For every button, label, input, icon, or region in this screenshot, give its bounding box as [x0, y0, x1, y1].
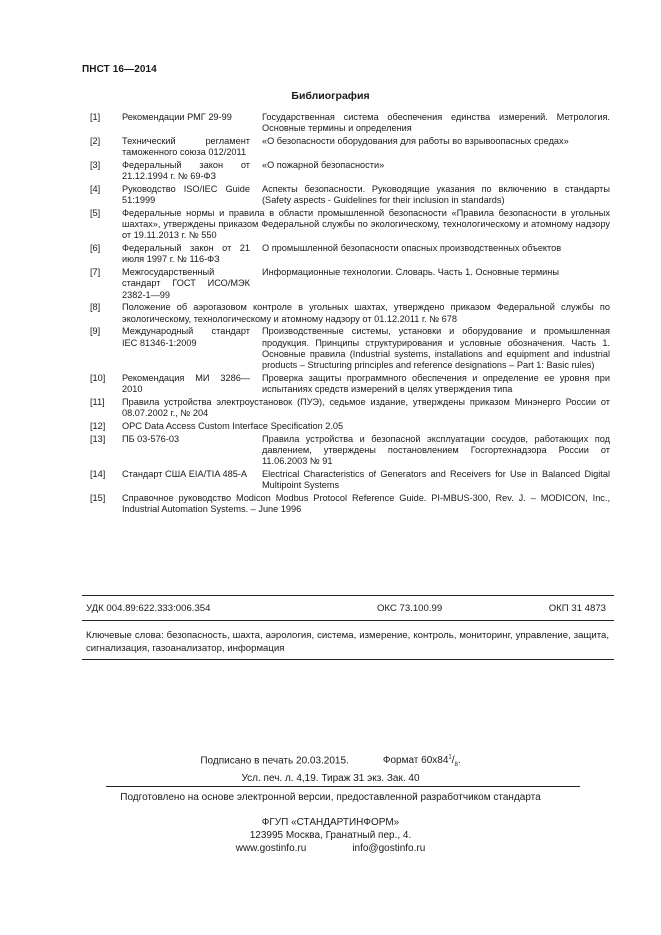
entry-number: [4] — [90, 184, 101, 194]
entry-number: [13] — [90, 433, 106, 444]
entry-text: OPC Data Access Custom Interface Specification 2.05 — [122, 420, 344, 431]
entry-number: [11] — [90, 396, 105, 407]
oks-code: ОКС 73.100.99 — [376, 603, 443, 614]
document-code: ПНСТ 16—2014 — [82, 64, 157, 75]
entry-description: Аспекты безопасности. Руководящие указания по включению в стандарты (Safety aspects - Guidelines for their inclusion in standards) — [262, 184, 610, 206]
entry-document: Федеральный закон от 21.12.1994 г. № 69-ФЗ — [122, 160, 250, 182]
bibliography-entry — [90, 326, 610, 371]
okp-code: ОКП 31 4873 — [548, 603, 606, 614]
entry-description: «О безопасности оборудования для работы во взрывоопасных средах» — [262, 136, 569, 146]
signed-date: Подписано в печать 20.03.2015. — [200, 755, 349, 767]
bibliography-entry — [90, 373, 610, 395]
bibliography-entry — [90, 493, 610, 515]
publisher-address: 123995 Москва, Гранатный пер., 4. — [249, 830, 412, 841]
entry-number: [1] — [90, 112, 101, 122]
entry-description: Проверка защиты программного обеспечения и определение ее уровня при испытаниях средств измерений в целях утверждения типа — [262, 372, 610, 395]
entry-number: [7] — [90, 267, 101, 278]
entry-description: Государственная система обеспечения единства измерений. Метрология. Основные термины и определения — [262, 112, 610, 134]
entry-number: [8] — [90, 302, 101, 313]
entry-description: Правила устройства и безопасной эксплуатации сосудов, работающих под давлением, утверждены постановлением Госгортехнадзора России от 11.06.2003 № 91 — [262, 433, 610, 467]
entry-description: «О пожарной безопасности» — [262, 160, 385, 170]
entry-text: Правила устройства электроустановок (ПУЭ), седьмое издание, утверждены приказом Минэнерго России от 08.07.2002 г., № 204 — [122, 396, 610, 419]
classification-row — [86, 603, 606, 614]
entry-document: Международный стандарт IEC 81346-1:2009 — [122, 326, 250, 348]
bibliography-entry — [90, 421, 610, 432]
entry-number: [12] — [90, 420, 106, 431]
entry-document: ПБ 03-576-03 — [122, 433, 180, 444]
imprint — [0, 752, 661, 785]
divider-keywords — [82, 659, 614, 660]
keywords: Ключевые слова: безопасность, шахта, аэрология, система, измерение, контроль, мониторинг, управление, защита, сигнализация, газоанализатор, информация — [86, 630, 609, 654]
publisher-block — [0, 816, 661, 855]
udk-code: УДК 004.89:622.333:006.354 — [86, 603, 211, 614]
entry-number: [15] — [90, 492, 106, 503]
entry-number: [3] — [90, 160, 101, 170]
bibliography-list — [90, 112, 610, 517]
bibliography-entry — [90, 397, 610, 419]
entry-text: Справочное руководство Modicon Modbus Protocol Reference Guide. PI-MBUS-300, Rev. J. – MODICON, Inc., Industrial Automation Systems. – June 1996 — [122, 492, 610, 515]
publisher-name: ФГУП «СТАНДАРТИНФОРМ» — [261, 817, 400, 828]
bibliography-entry — [90, 208, 610, 242]
bibliography-entry — [90, 267, 610, 301]
entry-document: Рекомендации РМГ 29-99 — [122, 112, 232, 122]
entry-number: [14] — [90, 468, 106, 479]
entry-text: Положение об аэрогазовом контроле в угольных шахтах, утверждено приказом Федеральной службы по экологическому, технологическому и атомному надзору от 01.12.2011 г. № 678 — [122, 302, 610, 324]
entry-description: Electrical Characteristics of Generators and Receivers for Use in Balanced Digital Multipoint Systems — [262, 468, 610, 491]
entry-number: [5] — [90, 208, 101, 218]
entry-number: [6] — [90, 243, 101, 254]
entry-number: [9] — [90, 326, 101, 337]
entry-document: Технический регламент таможенного союза 012/2011 — [122, 136, 250, 158]
entry-document: Федеральный закон от 21 июля 1997 г. № 116-ФЗ — [122, 243, 250, 265]
entry-number: [10] — [90, 372, 106, 383]
divider-top — [82, 595, 614, 596]
entry-text: Федеральные нормы и правила в области промышленной безопасности «Правила безопасности в угольных шахтах», утверждены приказом Федеральной службы по экологическому, технологическому и атомному надзору от 19.11.2013 г. № 550 — [122, 208, 610, 241]
divider-middle — [82, 620, 614, 621]
entry-document: Руководство ISO/IEC Guide 51:1999 — [122, 184, 250, 206]
bibliography-entry — [90, 243, 610, 265]
bibliography-entry — [90, 434, 610, 468]
entry-document: Межгосударственный стандарт ГОСТ ИСО/МЭК 2382-1—99 — [122, 267, 250, 300]
entry-document: Рекомендация МИ 3286—2010 — [122, 372, 250, 395]
publisher-site-link[interactable]: www.gostinfo.ru — [235, 843, 307, 854]
bibliography-entry — [90, 302, 610, 324]
bibliography-entry — [90, 184, 610, 206]
entry-description: О промышленной безопасности опасных производственных объектов — [262, 243, 562, 254]
bibliography-entry — [90, 160, 610, 182]
divider-bottom — [106, 786, 580, 787]
entry-description: Производственные системы, установки и оборудование и промышленная продукция. Принципы структурирования и условные обозначения. Часть 1. Основные правила (Industrial systems, installations and equipment and industrial products – Structuring principles and reference designations – Part 1: Basic rules) — [262, 326, 610, 371]
prepared-note: Подготовлено на основе электронной версии, предоставленной разработчиком стандарта — [120, 792, 541, 803]
print-details: Усл. печ. л. 4,19. Тираж 31 экз. Зак. 40 — [241, 773, 420, 785]
entry-description: Информационные технологии. Словарь. Часть 1. Основные термины — [262, 267, 559, 278]
bibliography-entry — [90, 112, 610, 134]
entry-number: [2] — [90, 136, 101, 146]
bibliography-entry — [90, 136, 610, 158]
paper-format: Формат $60x84^1/_8$. — [382, 755, 461, 769]
bibliography-entry — [90, 469, 610, 491]
publisher-email-link[interactable]: info@gostinfo.ru — [352, 843, 426, 854]
entry-document: Стандарт США EIA/TIA 485-A — [122, 468, 248, 479]
section-title: Библиография — [291, 90, 370, 102]
